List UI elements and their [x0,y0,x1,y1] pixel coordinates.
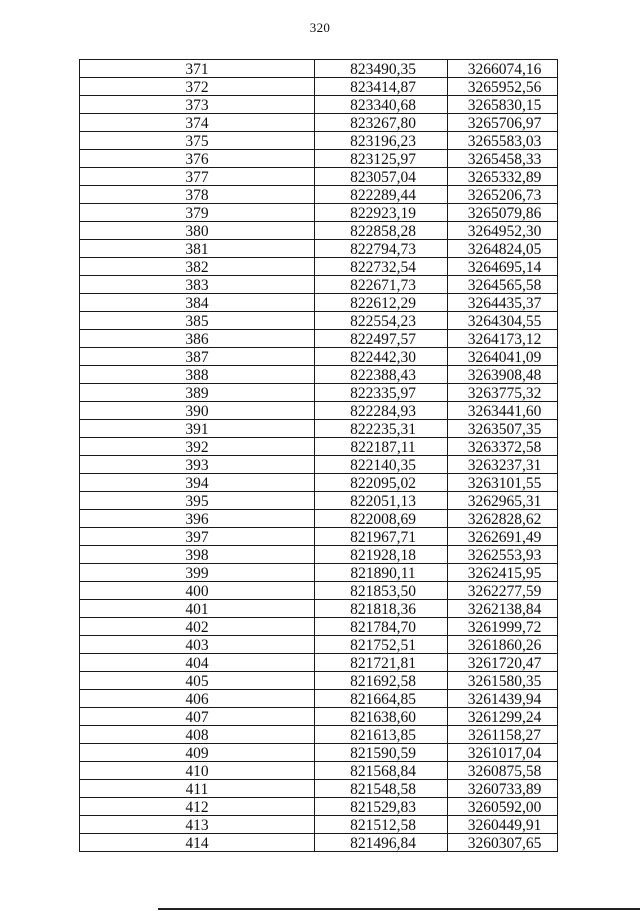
y-coordinate-cell: 3265332,89 [448,168,558,186]
table-row [80,402,558,420]
table-row [80,222,558,240]
table-row [80,474,558,492]
y-coordinate-cell: 3263507,35 [448,420,558,438]
y-coordinate-cell: 3261999,72 [448,618,558,636]
x-coordinate-cell: 822008,69 [315,510,448,528]
y-coordinate-cell: 3263441,60 [448,402,558,420]
x-coordinate-cell: 821853,50 [315,582,448,600]
x-coordinate-cell: 822140,35 [315,456,448,474]
table-row [80,438,558,456]
x-coordinate-cell: 821928,18 [315,546,448,564]
x-coordinate-cell: 822235,31 [315,420,448,438]
y-coordinate-cell: 3263908,48 [448,366,558,384]
table-row [80,510,558,528]
x-coordinate-cell: 823490,35 [315,60,448,78]
point-number-cell: 376 [80,150,315,168]
y-coordinate-cell: 3263372,58 [448,438,558,456]
table-row [80,150,558,168]
table-row [80,708,558,726]
x-coordinate-cell: 822554,23 [315,312,448,330]
y-coordinate-cell: 3265079,86 [448,204,558,222]
point-number-cell: 412 [80,798,315,816]
x-coordinate-cell: 822289,44 [315,186,448,204]
x-coordinate-cell: 822187,11 [315,438,448,456]
point-number-cell: 394 [80,474,315,492]
y-coordinate-cell: 3265952,56 [448,78,558,96]
point-number-cell: 410 [80,762,315,780]
table-row [80,384,558,402]
y-coordinate-cell: 3261580,35 [448,672,558,690]
point-number-cell: 371 [80,60,315,78]
table-row [80,834,558,852]
table-row [80,294,558,312]
x-coordinate-cell: 821568,84 [315,762,448,780]
table-row [80,690,558,708]
y-coordinate-cell: 3264041,09 [448,348,558,366]
y-coordinate-cell: 3262553,93 [448,546,558,564]
x-coordinate-cell: 822095,02 [315,474,448,492]
y-coordinate-cell: 3260875,58 [448,762,558,780]
x-coordinate-cell: 822335,97 [315,384,448,402]
x-coordinate-cell: 823057,04 [315,168,448,186]
point-number-cell: 375 [80,132,315,150]
y-coordinate-cell: 3265706,97 [448,114,558,132]
point-number-cell: 372 [80,78,315,96]
x-coordinate-cell: 823414,87 [315,78,448,96]
table-row [80,168,558,186]
x-coordinate-cell: 822497,57 [315,330,448,348]
x-coordinate-cell: 822284,93 [315,402,448,420]
x-coordinate-cell: 822858,28 [315,222,448,240]
y-coordinate-cell: 3264173,12 [448,330,558,348]
x-coordinate-cell: 821721,81 [315,654,448,672]
table-row [80,726,558,744]
point-number-cell: 379 [80,204,315,222]
x-coordinate-cell: 821613,85 [315,726,448,744]
y-coordinate-cell: 3262277,59 [448,582,558,600]
y-coordinate-cell: 3265830,15 [448,96,558,114]
coordinates-table [79,59,558,852]
x-coordinate-cell: 822051,13 [315,492,448,510]
y-coordinate-cell: 3265458,33 [448,150,558,168]
y-coordinate-cell: 3263237,31 [448,456,558,474]
table-row [80,330,558,348]
y-coordinate-cell: 3263101,55 [448,474,558,492]
x-coordinate-cell: 822794,73 [315,240,448,258]
x-coordinate-cell: 821692,58 [315,672,448,690]
table-row [80,582,558,600]
table-row [80,492,558,510]
table-row [80,744,558,762]
y-coordinate-cell: 3261439,94 [448,690,558,708]
table-row [80,348,558,366]
y-coordinate-cell: 3264824,05 [448,240,558,258]
y-coordinate-cell: 3264952,30 [448,222,558,240]
point-number-cell: 404 [80,654,315,672]
y-coordinate-cell: 3260307,65 [448,834,558,852]
y-coordinate-cell: 3266074,16 [448,60,558,78]
point-number-cell: 411 [80,780,315,798]
table-row [80,564,558,582]
x-coordinate-cell: 821890,11 [315,564,448,582]
point-number-cell: 381 [80,240,315,258]
x-coordinate-cell: 821638,60 [315,708,448,726]
x-coordinate-cell: 822612,29 [315,294,448,312]
y-coordinate-cell: 3264304,55 [448,312,558,330]
table-row [80,600,558,618]
x-coordinate-cell: 821512,58 [315,816,448,834]
table-row [80,528,558,546]
y-coordinate-cell: 3261017,04 [448,744,558,762]
point-number-cell: 393 [80,456,315,474]
point-number-cell: 388 [80,366,315,384]
table-row [80,204,558,222]
x-coordinate-cell: 822442,30 [315,348,448,366]
point-number-cell: 399 [80,564,315,582]
point-number-cell: 400 [80,582,315,600]
x-coordinate-cell: 821548,58 [315,780,448,798]
point-number-cell: 395 [80,492,315,510]
table-row [80,240,558,258]
x-coordinate-cell: 821664,85 [315,690,448,708]
table-row [80,96,558,114]
table-row [80,114,558,132]
point-number-cell: 401 [80,600,315,618]
y-coordinate-cell: 3260592,00 [448,798,558,816]
table-row [80,366,558,384]
point-number-cell: 392 [80,438,315,456]
point-number-cell: 380 [80,222,315,240]
point-number-cell: 403 [80,636,315,654]
point-number-cell: 378 [80,186,315,204]
table-row [80,60,558,78]
page-bottom-border [158,908,640,910]
point-number-cell: 408 [80,726,315,744]
point-number-cell: 409 [80,744,315,762]
table-row [80,546,558,564]
point-number-cell: 389 [80,384,315,402]
point-number-cell: 413 [80,816,315,834]
point-number-cell: 387 [80,348,315,366]
x-coordinate-cell: 823196,23 [315,132,448,150]
y-coordinate-cell: 3262828,62 [448,510,558,528]
point-number-cell: 373 [80,96,315,114]
page-number: 320 [309,20,331,35]
table-row [80,258,558,276]
y-coordinate-cell: 3262415,95 [448,564,558,582]
point-number-cell: 383 [80,276,315,294]
x-coordinate-cell: 822732,54 [315,258,448,276]
coordinates-table-body [80,60,558,852]
point-number-cell: 377 [80,168,315,186]
y-coordinate-cell: 3264565,58 [448,276,558,294]
x-coordinate-cell: 821784,70 [315,618,448,636]
x-coordinate-cell: 822388,43 [315,366,448,384]
x-coordinate-cell: 822923,19 [315,204,448,222]
y-coordinate-cell: 3260733,89 [448,780,558,798]
y-coordinate-cell: 3265583,03 [448,132,558,150]
x-coordinate-cell: 823267,80 [315,114,448,132]
y-coordinate-cell: 3265206,73 [448,186,558,204]
point-number-cell: 398 [80,546,315,564]
x-coordinate-cell: 821496,84 [315,834,448,852]
table-row [80,186,558,204]
table-row [80,654,558,672]
point-number-cell: 397 [80,528,315,546]
x-coordinate-cell: 821967,71 [315,528,448,546]
y-coordinate-cell: 3262965,31 [448,492,558,510]
y-coordinate-cell: 3262138,84 [448,600,558,618]
y-coordinate-cell: 3261158,27 [448,726,558,744]
point-number-cell: 382 [80,258,315,276]
x-coordinate-cell: 821752,51 [315,636,448,654]
y-coordinate-cell: 3263775,32 [448,384,558,402]
point-number-cell: 385 [80,312,315,330]
point-number-cell: 386 [80,330,315,348]
x-coordinate-cell: 823125,97 [315,150,448,168]
table-row [80,798,558,816]
x-coordinate-cell: 821818,36 [315,600,448,618]
table-row [80,636,558,654]
x-coordinate-cell: 821590,59 [315,744,448,762]
point-number-cell: 406 [80,690,315,708]
point-number-cell: 405 [80,672,315,690]
y-coordinate-cell: 3264435,37 [448,294,558,312]
table-row [80,420,558,438]
y-coordinate-cell: 3264695,14 [448,258,558,276]
point-number-cell: 407 [80,708,315,726]
table-row [80,762,558,780]
y-coordinate-cell: 3261720,47 [448,654,558,672]
table-row [80,618,558,636]
point-number-cell: 390 [80,402,315,420]
table-row [80,672,558,690]
table-row [80,132,558,150]
point-number-cell: 402 [80,618,315,636]
point-number-cell: 414 [80,834,315,852]
x-coordinate-cell: 821529,83 [315,798,448,816]
x-coordinate-cell: 823340,68 [315,96,448,114]
point-number-cell: 391 [80,420,315,438]
table-row [80,816,558,834]
y-coordinate-cell: 3261860,26 [448,636,558,654]
y-coordinate-cell: 3262691,49 [448,528,558,546]
table-row [80,456,558,474]
point-number-cell: 374 [80,114,315,132]
point-number-cell: 384 [80,294,315,312]
table-row [80,78,558,96]
y-coordinate-cell: 3260449,91 [448,816,558,834]
table-row [80,312,558,330]
point-number-cell: 396 [80,510,315,528]
y-coordinate-cell: 3261299,24 [448,708,558,726]
table-row [80,276,558,294]
table-row [80,780,558,798]
x-coordinate-cell: 822671,73 [315,276,448,294]
